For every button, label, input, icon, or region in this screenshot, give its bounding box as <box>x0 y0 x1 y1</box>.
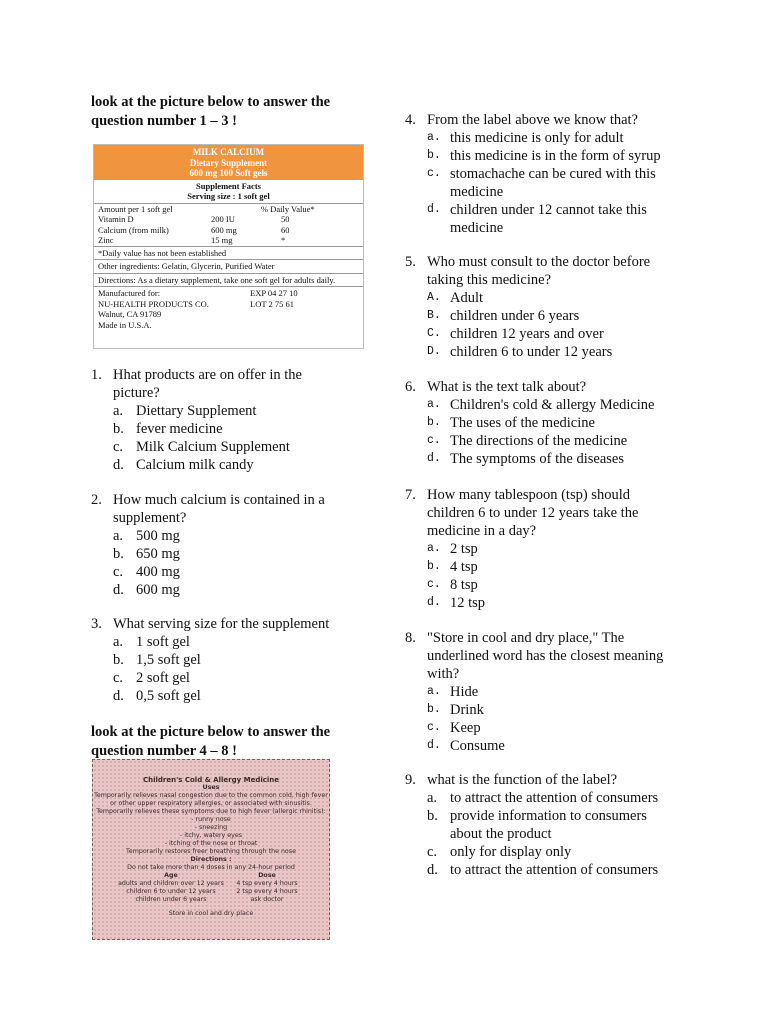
question-6 <box>405 378 680 468</box>
answer-option[interactable]: a. Children's cold & allergy Medicine <box>427 397 655 413</box>
answer-option[interactable]: b. provide information to consumers about the product <box>427 808 647 842</box>
question-number: 8. <box>405 630 416 646</box>
milk-calcium-label <box>93 144 364 349</box>
facts-row <box>94 214 363 225</box>
label-subtitle: Dietary Supplement <box>189 157 268 168</box>
answer-option[interactable]: a. to attract the attention of consumers <box>427 790 659 806</box>
uses-text: Temporarily relieves these symptoms due to high fever (allergic rhinitis): <box>96 808 326 815</box>
answer-option[interactable]: c. 2 soft gel <box>113 670 190 686</box>
answer-option[interactable]: a. 1 soft gel <box>113 634 190 650</box>
question-text: Hhat products are on offer in the picture? <box>113 367 302 401</box>
label2-title: Children's Cold & Allergy Medicine <box>142 776 280 784</box>
facts-header-row <box>94 204 363 215</box>
answer-option[interactable]: B. children under 6 years <box>427 308 580 324</box>
answer-option[interactable]: d. Calcium milk candy <box>113 457 254 473</box>
facts-row <box>94 225 363 236</box>
answer-option[interactable]: d. children under 12 cannot take this medicine <box>427 202 647 236</box>
serving-size: Serving size : 1 soft gel <box>187 191 270 201</box>
other-ingredients: Other ingredients: Gelatin, Glycerin, Purified Water <box>94 260 363 274</box>
nutrient-name: Calcium (from milk) <box>98 224 169 235</box>
uses-heading: Uses <box>202 784 220 791</box>
answer-option[interactable]: b. this medicine is in the form of syrup <box>427 148 661 164</box>
dose-row: children under 6 years ask doctor <box>135 896 284 903</box>
symptom: - sneezing <box>194 824 228 831</box>
answer-option[interactable]: d. 0,5 soft gel <box>113 688 201 704</box>
question-number: 1. <box>91 367 102 383</box>
answer-option[interactable]: d. The symptoms of the diseases <box>427 451 624 467</box>
question-text: What serving size for the supplement <box>113 616 330 632</box>
label-size: 600 mg 100 Soft gels <box>189 168 268 178</box>
dv-note: *Daily value has not been established <box>94 247 363 261</box>
question-3 <box>91 615 381 705</box>
nutrient-name: Vitamin D <box>98 214 134 224</box>
question-number: 2. <box>91 492 102 508</box>
nutrient-dv: 60 <box>281 224 290 235</box>
question-text: How many tablespoon (tsp) should children 6 to under 12 years take the medicine in a day? <box>427 487 639 539</box>
directions-heading: Directions : <box>190 856 232 863</box>
answer-option[interactable]: D. children 6 to under 12 years <box>427 344 613 360</box>
symptom: - itchy, watery eyes <box>179 832 243 839</box>
answer-option[interactable]: c. stomachache can be cured with this medicine <box>427 166 656 200</box>
facts-row <box>94 235 363 247</box>
answer-option[interactable]: c. 8 tsp <box>427 577 478 593</box>
answer-option[interactable]: b. Drink <box>427 702 484 718</box>
store-text: Store in cool and dry place <box>168 910 254 917</box>
question-1 <box>91 366 381 474</box>
nutrient-amount: 15 mg <box>211 235 233 245</box>
answer-option[interactable]: b. 650 mg <box>113 546 180 562</box>
dose-row: children 6 to under 12 years 2 tsp every 4 hours <box>126 888 298 895</box>
section2-heading: look at the picture below to answer the question number 4 – 8 ! <box>91 724 331 759</box>
answer-option[interactable]: d. to attract the attention of consumers <box>427 862 659 878</box>
question-number: 3. <box>91 616 102 632</box>
facts-title: Supplement Facts <box>196 180 261 191</box>
maker-row: Manufactured for: EXP 04 27 10 <box>98 288 298 298</box>
question-7 <box>405 486 680 612</box>
answer-option[interactable]: a. 500 mg <box>113 528 180 544</box>
answer-option[interactable]: C. children 12 years and over <box>427 326 604 342</box>
question-text: From the label above we know that? <box>427 112 638 128</box>
uses-text: or other upper respiratory allergies, or associated with sinusitis. <box>110 800 312 807</box>
question-text: what is the function of the label? <box>427 772 618 788</box>
answer-option[interactable]: a. Hide <box>427 684 479 700</box>
label-header <box>94 145 363 180</box>
answer-option[interactable]: b. fever medicine <box>113 421 223 437</box>
question-text: How much calcium is contained in a supplement? <box>113 492 325 526</box>
question-4 <box>405 111 680 237</box>
question-number: 4. <box>405 112 416 128</box>
question-number: 7. <box>405 487 416 503</box>
answer-option[interactable]: A. Adult <box>427 290 484 306</box>
answer-option[interactable]: a. 2 tsp <box>427 541 478 557</box>
question-number: 5. <box>405 254 416 270</box>
question-8 <box>405 629 680 755</box>
answer-option[interactable]: c. The directions of the medicine <box>427 433 628 449</box>
maker-row: NU-HEALTH PRODUCTS CO. LOT 2 75 61 <box>98 298 294 309</box>
nutrient-dv: 50 <box>281 214 290 224</box>
nutrient-name: Zinc <box>98 235 114 245</box>
restores-text: Temporarily restores freer breathing through the nose <box>126 848 296 855</box>
answer-option[interactable]: a. Diettary Supplement <box>113 403 257 419</box>
answer-option[interactable]: d. 12 tsp <box>427 595 486 611</box>
section1-heading: look at the picture below to answer the question number 1 – 3 ! <box>91 94 331 129</box>
symptom: - itching of the nose or throat <box>164 840 258 847</box>
question-number: 9. <box>405 772 416 788</box>
question-5 <box>405 253 680 361</box>
supplement-facts <box>94 180 363 204</box>
answer-option[interactable]: b. 4 tsp <box>427 559 478 575</box>
answer-option[interactable]: c. only for display only <box>427 844 572 860</box>
nutrient-amount: 600 mg <box>211 224 237 235</box>
question-text: What is the text talk about? <box>427 379 587 395</box>
question-text: Who must consult to the doctor before taking this medicine? <box>427 254 651 288</box>
maker-row: Walnut, CA 91789 <box>98 309 162 319</box>
dv-header: % Daily Value* <box>261 203 315 214</box>
maker-row: Made in U.S.A. <box>98 319 152 330</box>
answer-option[interactable]: c. 400 mg <box>113 564 180 580</box>
question-9 <box>405 771 680 879</box>
question-text: "Store in cool and dry place," The underlined word has the closest meaning with? <box>427 630 664 682</box>
dose-row: adults and children over 12 years 4 tsp every 4 hours <box>118 880 298 887</box>
label-directions: Directions: As a dietary supplement, take one soft gel for adults daily. <box>94 274 363 288</box>
amount-header: Amount per 1 soft gel <box>98 203 173 214</box>
nutrient-dv: * <box>281 235 286 245</box>
uses-text: Temporarily relieves nasal congestion due to the common cold, high fever <box>94 792 328 799</box>
symptom: - runny nose <box>191 816 231 823</box>
answer-option[interactable]: c. Keep <box>427 720 481 736</box>
nutrient-amount: 200 IU <box>211 214 235 224</box>
question-2 <box>91 491 381 599</box>
dose-header: Age Dose <box>164 872 276 879</box>
cold-allergy-label <box>92 759 330 940</box>
answer-option[interactable]: a. this medicine is only for adult <box>427 130 624 146</box>
directions-text: Do not take more than 4 doses in any 24-hour period <box>127 864 295 871</box>
manufacturer-info <box>94 287 363 331</box>
answer-option[interactable]: b. The uses of the medicine <box>427 415 595 431</box>
answer-option[interactable]: c. Milk Calcium Supplement <box>113 439 290 455</box>
answer-option[interactable]: b. 1,5 soft gel <box>113 652 201 668</box>
answer-option[interactable]: d. Consume <box>427 738 505 754</box>
question-number: 6. <box>405 379 416 395</box>
label-title: MILK CALCIUM <box>192 147 265 157</box>
answer-option[interactable]: d. 600 mg <box>113 582 180 598</box>
